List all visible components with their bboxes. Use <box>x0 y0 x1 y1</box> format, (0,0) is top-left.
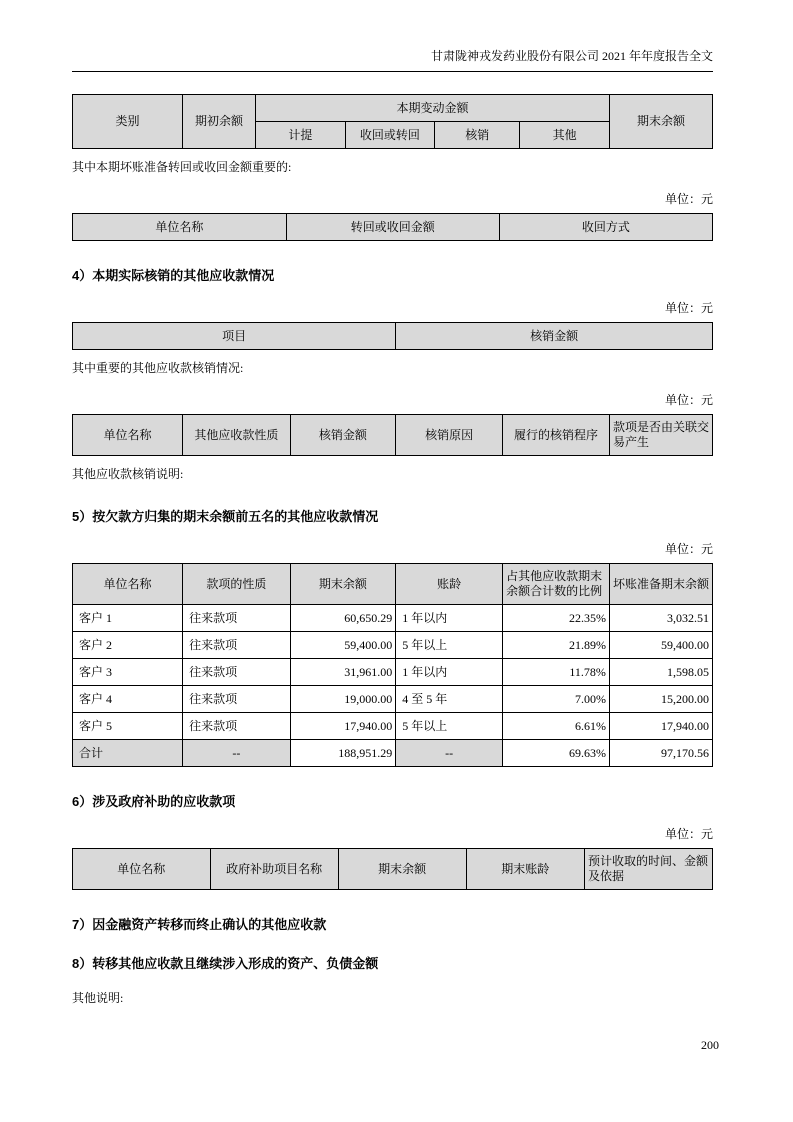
header-cell-aging: 账龄 <box>396 564 503 605</box>
cell-closing-balance: 19,000.00 <box>290 686 396 713</box>
header-cell-entity-name: 单位名称 <box>73 214 287 241</box>
table-total-row <box>73 740 713 767</box>
cell-entity-name: 客户 3 <box>73 659 183 686</box>
header-cell-period-change: 本期变动金额 <box>256 95 610 122</box>
header-cell-item: 项目 <box>73 323 396 350</box>
cell-proportion: 11.78% <box>503 659 610 686</box>
cell-proportion: 7.00% <box>503 686 610 713</box>
table-row <box>73 659 713 686</box>
cell-entity-name: 客户 1 <box>73 605 183 632</box>
cell-proportion: 22.35% <box>503 605 610 632</box>
cell-aging: 1 年以内 <box>396 659 503 686</box>
header-cell-closing-balance: 期末余额 <box>290 564 396 605</box>
header-cell-written-off: 核销 <box>435 122 520 149</box>
cell-entity-name: 客户 4 <box>73 686 183 713</box>
unit-label: 单位：元 <box>664 542 713 556</box>
cell-entity-name: 客户 2 <box>73 632 183 659</box>
cell-bad-debt-balance: 59,400.00 <box>609 632 712 659</box>
cell-bad-debt-balance: 15,200.00 <box>609 686 712 713</box>
write-off-table <box>72 322 713 350</box>
table-row <box>73 686 713 713</box>
cell-closing-balance: 31,961.00 <box>290 659 396 686</box>
cell-entity-name: 客户 5 <box>73 713 183 740</box>
header-cell-entity-name: 单位名称 <box>73 564 183 605</box>
cell-nature: 往来款项 <box>183 632 291 659</box>
cell-total-aging: -- <box>396 740 503 767</box>
header-cell-accrual: 计提 <box>256 122 346 149</box>
unit-label: 单位：元 <box>664 192 713 206</box>
cell-nature: 往来款项 <box>183 713 291 740</box>
cell-total-proportion: 69.63% <box>503 740 610 767</box>
important-write-off-table <box>72 414 713 456</box>
recovery-table <box>72 213 713 241</box>
cell-aging: 5 年以上 <box>396 632 503 659</box>
table-header-row <box>73 95 713 122</box>
header-cell-write-off-procedure: 履行的核销程序 <box>503 415 610 456</box>
table-header-row <box>73 849 713 890</box>
header-cell-related-transaction: 款项是否由关联交易产生 <box>609 415 712 456</box>
cell-nature: 往来款项 <box>183 605 291 632</box>
unit-label: 单位：元 <box>664 301 713 315</box>
cell-closing-balance: 60,650.29 <box>290 605 396 632</box>
note-important-write-off: 其中重要的其他应收款核销情况: <box>72 361 244 375</box>
cell-total-closing-balance: 188,951.29 <box>290 740 396 767</box>
header-cell-other: 其他 <box>520 122 610 149</box>
cell-proportion: 6.61% <box>503 713 610 740</box>
unit-label: 单位：元 <box>664 393 713 407</box>
document-header: 甘肃陇神戎发药业股份有限公司 2021 年年度报告全文 <box>72 0 713 72</box>
cell-aging: 1 年以内 <box>396 605 503 632</box>
page-number: 200 <box>701 1038 719 1052</box>
section-heading-5: 5）按欠款方归集的期末余额前五名的其他应收款情况 <box>72 509 379 524</box>
table-row <box>73 605 713 632</box>
cell-bad-debt-balance: 3,032.51 <box>609 605 712 632</box>
header-cell-grant-project-name: 政府补助项目名称 <box>210 849 338 890</box>
unit-label: 单位：元 <box>664 827 713 841</box>
cell-aging: 4 至 5 年 <box>396 686 503 713</box>
table-header-row <box>73 214 713 241</box>
note-important-recovery: 其中本期坏账准备转回或收回金额重要的: <box>72 160 292 174</box>
header-cell-closing-balance: 期末余额 <box>338 849 466 890</box>
header-cell-proportion: 占其他应收款期末余额合计数的比例 <box>503 564 610 605</box>
header-cell-entity-name: 单位名称 <box>73 415 183 456</box>
header-cell-expected-collection: 预计收取的时间、金额及依据 <box>584 849 712 890</box>
header-cell-closing-aging: 期末账龄 <box>466 849 584 890</box>
header-cell-bad-debt-balance: 坏账准备期末余额 <box>609 564 712 605</box>
table-header-row <box>73 564 713 605</box>
table-header-row <box>73 323 713 350</box>
header-cell-closing-balance: 期末余额 <box>609 95 712 149</box>
cell-closing-balance: 17,940.00 <box>290 713 396 740</box>
header-cell-recovery-method: 收回方式 <box>499 214 712 241</box>
note-other-explanation: 其他说明: <box>72 991 124 1005</box>
section-heading-7: 7）因金融资产转移而终止确认的其他应收款 <box>72 917 327 932</box>
header-cell-recovered: 收回或转回 <box>345 122 435 149</box>
top-five-debtors-table <box>72 563 713 767</box>
bad-debt-change-table <box>72 94 713 149</box>
cell-total-nature: -- <box>183 740 291 767</box>
section-heading-4: 4）本期实际核销的其他应收款情况 <box>72 268 275 283</box>
header-cell-recovery-amount: 转回或收回金额 <box>286 214 499 241</box>
note-write-off-explanation: 其他应收款核销说明: <box>72 467 184 481</box>
header-cell-nature: 款项的性质 <box>183 564 291 605</box>
header-cell-write-off-reason: 核销原因 <box>396 415 503 456</box>
cell-proportion: 21.89% <box>503 632 610 659</box>
header-cell-receivable-nature: 其他应收款性质 <box>183 415 291 456</box>
cell-closing-balance: 59,400.00 <box>290 632 396 659</box>
section-heading-6: 6）涉及政府补助的应收款项 <box>72 794 236 809</box>
header-cell-write-off-amount: 核销金额 <box>396 323 713 350</box>
header-cell-entity-name: 单位名称 <box>73 849 211 890</box>
table-header-row <box>73 415 713 456</box>
cell-aging: 5 年以上 <box>396 713 503 740</box>
cell-bad-debt-balance: 17,940.00 <box>609 713 712 740</box>
header-cell-category: 类别 <box>73 95 183 149</box>
section-heading-8: 8）转移其他应收款且继续涉入形成的资产、负债金额 <box>72 956 379 971</box>
cell-total-label: 合计 <box>73 740 183 767</box>
cell-bad-debt-balance: 1,598.05 <box>609 659 712 686</box>
header-cell-write-off-amount: 核销金额 <box>290 415 396 456</box>
cell-nature: 往来款项 <box>183 659 291 686</box>
header-cell-opening-balance: 期初余额 <box>183 95 256 149</box>
cell-total-bad-debt-balance: 97,170.56 <box>609 740 712 767</box>
government-grant-table <box>72 848 713 890</box>
table-row <box>73 632 713 659</box>
cell-nature: 往来款项 <box>183 686 291 713</box>
table-row <box>73 713 713 740</box>
